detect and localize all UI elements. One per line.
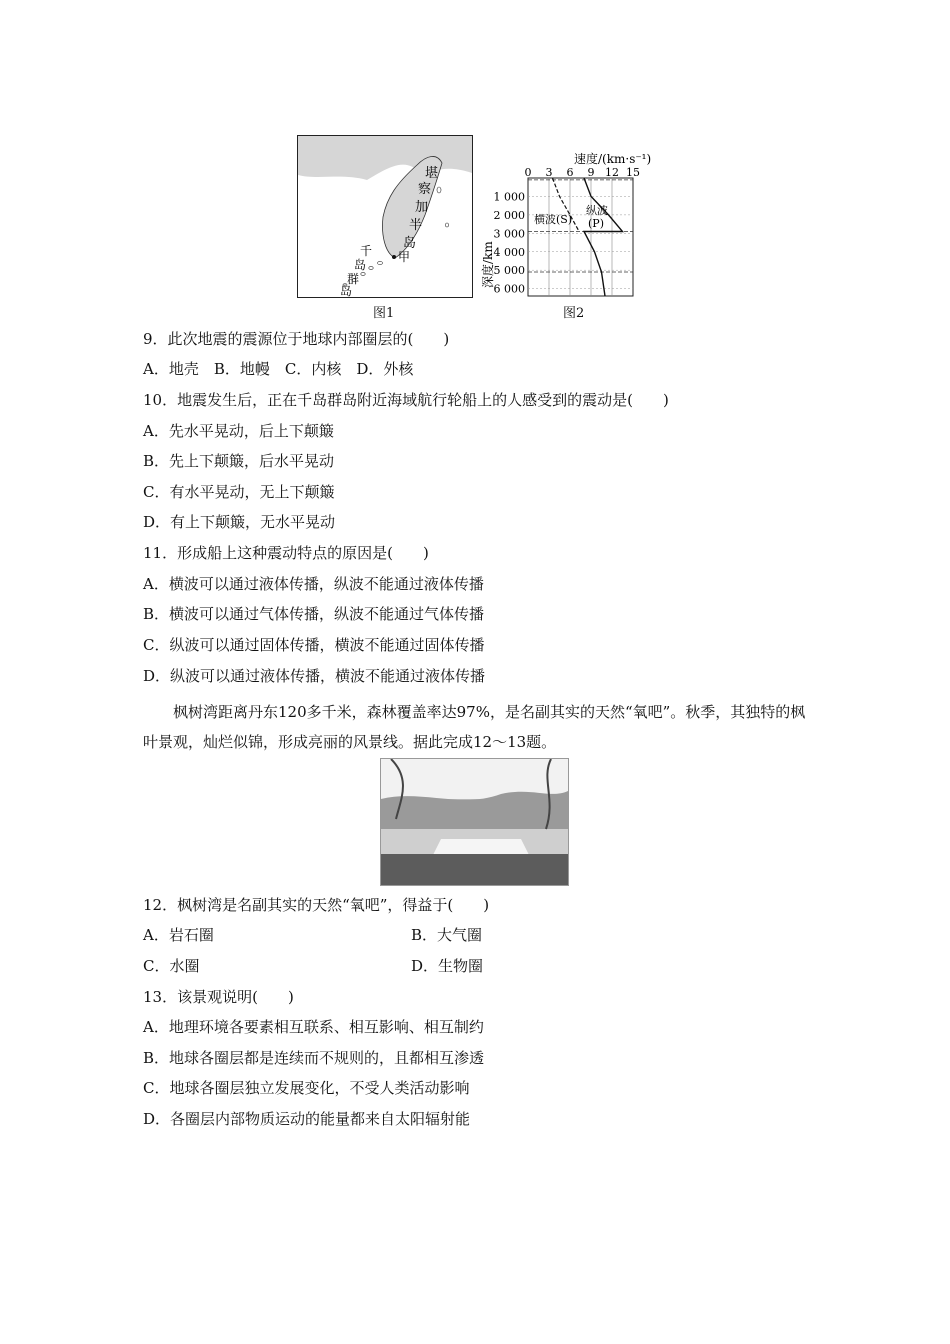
q13-stem: 13．该景观说明( ) — [143, 988, 294, 1006]
p-wave-line — [584, 178, 623, 296]
figure2-chart — [476, 148, 656, 300]
q9-stem: 9．此次地震的震源位于地球内部圈层的( ) — [143, 330, 450, 348]
q10-stem: 10．地震发生后，正在千岛群岛附近海域航行轮船上的人感受到的震动是( ) — [143, 391, 669, 409]
q13-option-a: A．地理环境各要素相互联系、相互影响、相互制约 — [143, 1018, 484, 1036]
map-svg — [297, 135, 473, 298]
figure1-caption: 图1 — [373, 306, 395, 321]
point-jia-label: 甲 — [398, 250, 411, 264]
q10-option-c: C．有水平晃动，无上下颠簸 — [143, 483, 335, 501]
peninsula-label-2: 察 — [418, 182, 432, 197]
q11-option-d: D．纵波可以通过液体传播，横波不能通过液体传播 — [143, 667, 486, 685]
maple-bay-photo — [380, 758, 569, 886]
chart-x-tick-label: 12 — [605, 166, 619, 179]
passage: 枫树湾距离丹东120多千米，森林覆盖率达97%，是名副其实的天然“氧吧”。秋季，其独特的枫叶景观，灿烂似锦，形成亮丽的风景线。据此完成12～13题。 — [143, 703, 806, 751]
chart-x-tick-label: 0 — [524, 166, 532, 179]
q10-option-b: B．先上下颠簸，后水平晃动 — [143, 452, 335, 470]
chart-x-tick-label: 15 — [626, 166, 640, 179]
q12-option-a: A．岩石圈 — [143, 926, 214, 944]
q12-option-d: D．生物圈 — [411, 957, 484, 975]
figure1-map — [297, 135, 473, 298]
chart-y-tick-label: 1 000 — [493, 190, 525, 204]
q11-option-c: C．纵波可以通过固体传播，横波不能通过固体传播 — [143, 636, 485, 654]
q10-option-a: A．先水平晃动，后上下颠簸 — [143, 422, 334, 440]
chart-y-tick-label: 3 000 — [493, 227, 525, 241]
islands-label-3: 群 — [347, 272, 360, 286]
q12-option-c: C．水圈 — [143, 957, 200, 975]
chart-y-tick-label: 2 000 — [493, 208, 525, 222]
p-wave-label: 纵波 — [586, 204, 608, 217]
islands-label-1: 千 — [360, 244, 373, 258]
q13-option-d: D．各圈层内部物质运动的能量都来自太阳辐射能 — [143, 1110, 471, 1128]
q9-options: A．地壳 B．地幔 C．内核 D．外核 — [143, 360, 414, 378]
peninsula-label-1: 堪 — [425, 166, 439, 181]
chart-y-title: 深度/km — [481, 241, 495, 288]
q12-option-b: B．大气圈 — [411, 926, 483, 944]
figure2-caption: 图2 — [563, 306, 585, 321]
chart-frame — [528, 178, 633, 296]
islands-label-4: 岛 — [340, 284, 353, 298]
q13-option-b: B．地球各圈层都是连续而不规则的，且都相互渗透 — [143, 1049, 485, 1067]
chart-svg — [476, 148, 656, 300]
chart-x-tick-label: 6 — [566, 166, 574, 179]
q11-option-b: B．横波可以通过气体传播，纵波不能通过气体传播 — [143, 605, 485, 623]
p-wave-label-sub: (P) — [588, 217, 604, 230]
peninsula-label-3: 加 — [415, 200, 429, 215]
chart-y-tick-label: 6 000 — [493, 282, 525, 296]
peninsula-label-5: 岛 — [403, 236, 417, 251]
q11-stem: 11．形成船上这种震动特点的原因是( ) — [143, 544, 429, 562]
chart-x-tick-label: 9 — [587, 166, 595, 179]
chart-x-tick-label: 3 — [545, 166, 553, 179]
islands-label-2: 岛 — [354, 258, 367, 272]
q13-option-c: C．地球各圈层独立发展变化，不受人类活动影响 — [143, 1079, 470, 1097]
q12-stem: 12．枫树湾是名副其实的天然“氧吧”，得益于( ) — [143, 896, 490, 914]
s-wave-label: 横波(S) — [534, 213, 573, 226]
q10-option-d: D．有上下颠簸，无水平晃动 — [143, 513, 336, 531]
point-jia-marker — [392, 255, 396, 259]
chart-title: 速度/(km·s⁻¹) — [574, 152, 652, 166]
chart-y-tick-label: 5 000 — [493, 264, 525, 278]
q11-option-a: A．横波可以通过液体传播，纵波不能通过液体传播 — [143, 575, 484, 593]
chart-y-tick-label: 4 000 — [493, 245, 525, 259]
peninsula-label-4: 半 — [409, 218, 423, 233]
